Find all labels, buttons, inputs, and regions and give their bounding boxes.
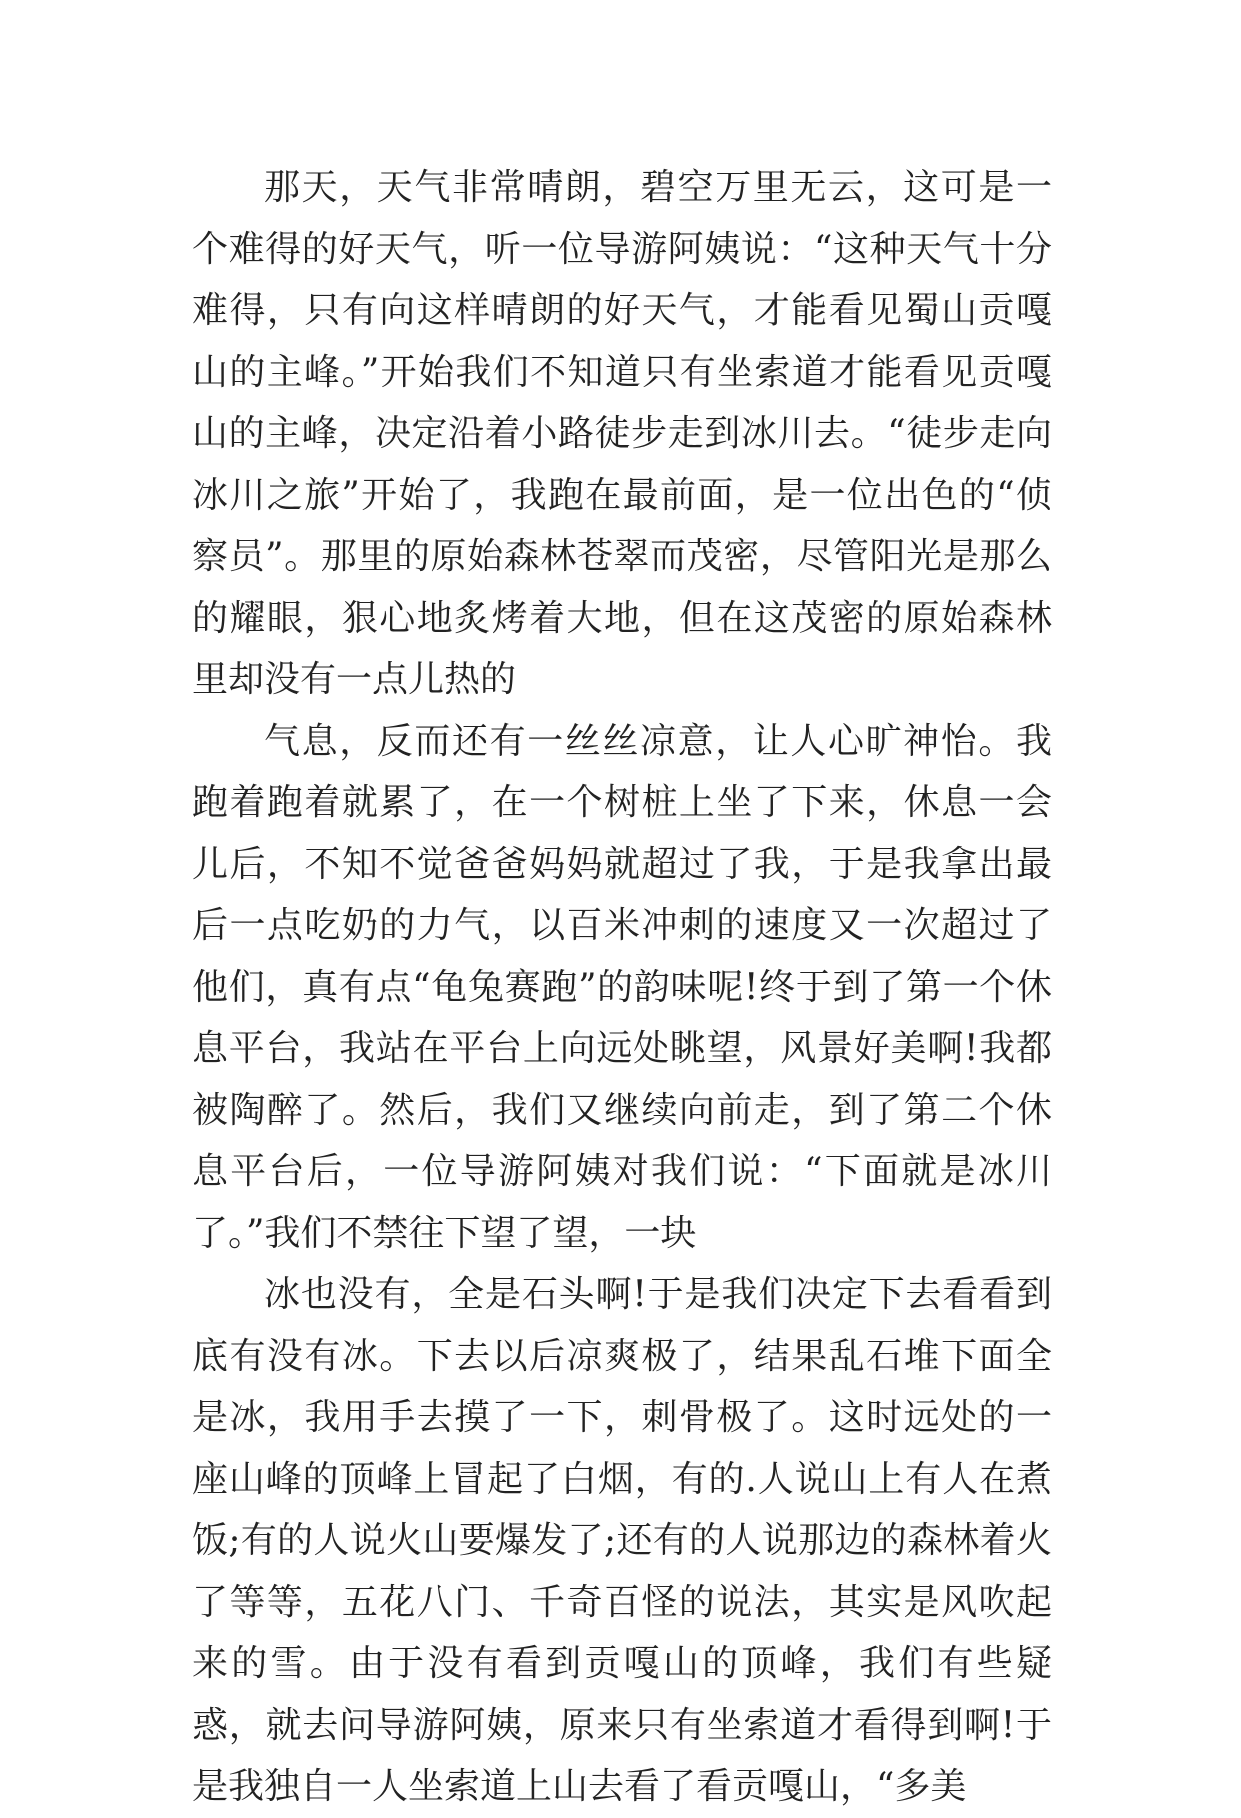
paragraph-2: 气息，反而还有一丝丝凉意，让人心旷神怡。我跑着跑着就累了，在一个树桩上坐了下来，休息一会儿后，不知不觉爸爸妈妈就超过了我，于是我拿出最后一点吃奶的力气，以百米冲刺的速度又一次超过了他们，真有点“龟兔赛跑”的韵味呢!终于到了第一个休息平台，我站在平台上向远处眺望，风景好美啊!我都被陶醉了。然后，我们又继续向前走，到了第二个休息平台后，一位导游阿姨对我们说：“下面就是冰川了。”我们不禁往下望了望，一块 [192,720,1052,1254]
body-text [192,157,1052,1818]
paragraph-1: 那天，天气非常晴朗，碧空万里无云，这可是一个难得的好天气，听一位导游阿姨说：“这种天气十分难得，只有向这样晴朗的好天气，才能看见蜀山贡嘎山的主峰。”开始我们不知道只有坐索道才能看见贡嘎山的主峰，决定沿着小路徒步走到冰川去。“徒步走向冰川之旅”开始了，我跑在最前面，是一位出色的“侦察员”。那里的原始森林苍翠而茂密，尽管阳光是那么的耀眼，狠心地炙烤着大地，但在这茂密的原始森林里却没有一点儿热的 [192,167,1052,700]
paragraph-3: 冰也没有，全是石头啊!于是我们决定下去看看到底有没有冰。下去以后凉爽极了，结果乱石堆下面全是冰，我用手去摸了一下，刺骨极了。这时远处的一座山峰的顶峰上冒起了白烟，有的.人说山上有人在煮饭;有的人说火山要爆发了;还有的人说那边的森林着火了等等，五花八门、千奇百怪的说法，其实是风吹起来的雪。由于没有看到贡嘎山的顶峰，我们有些疑惑，就去问导游阿姨，原来只有坐索道才看得到啊!于是我独自一人坐索道上山去看了看贡嘎山，“多美 [192,1274,1052,1807]
